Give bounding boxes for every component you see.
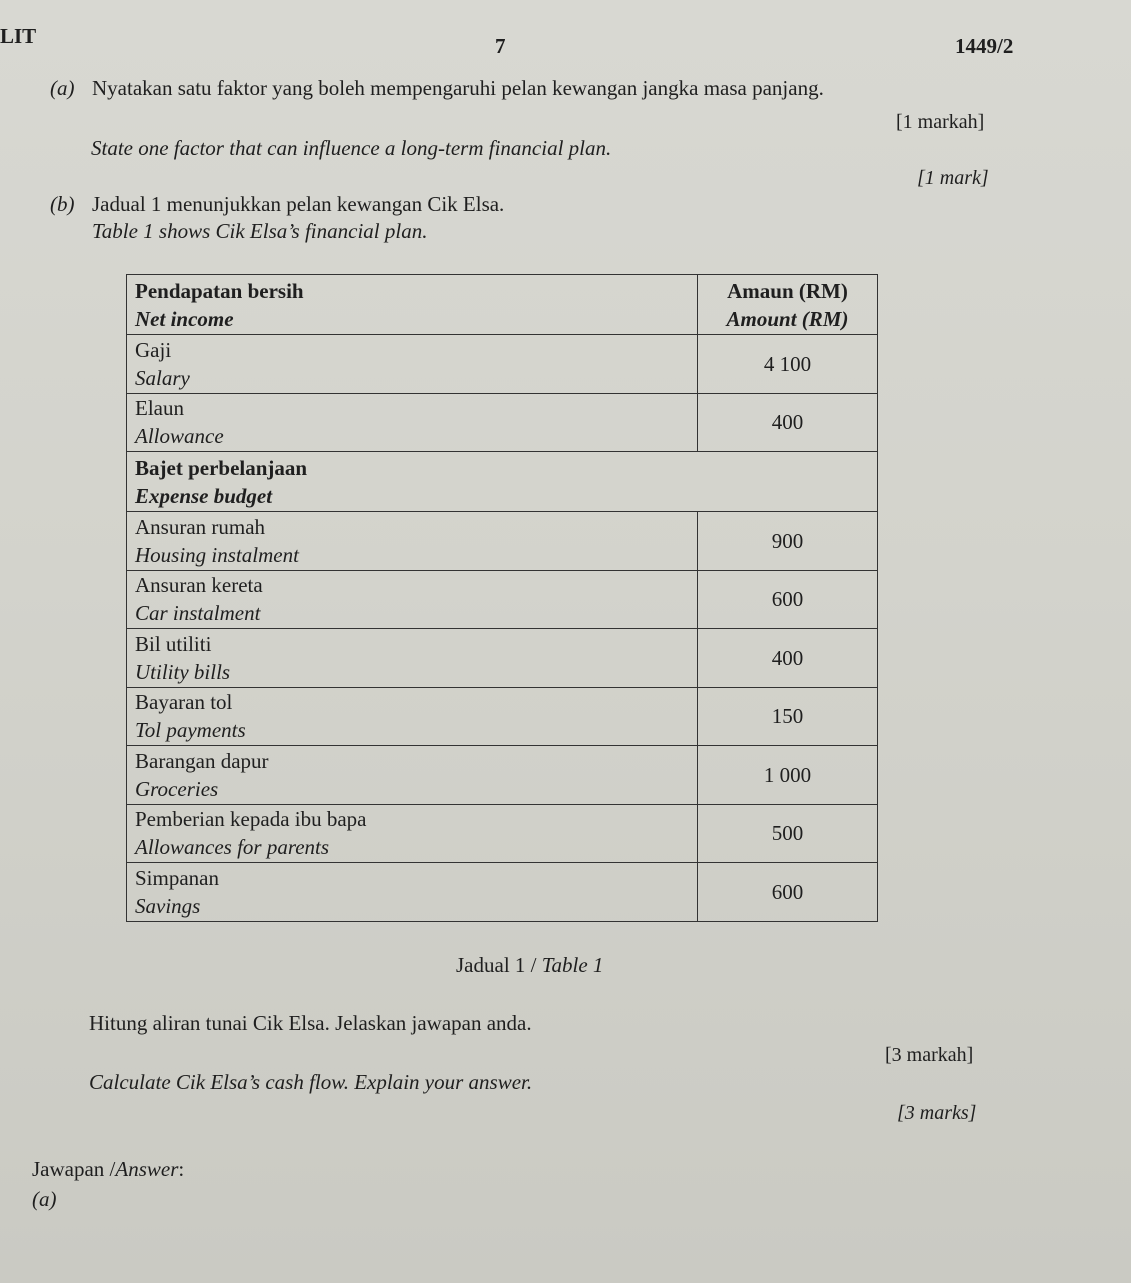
row-desc-en: Car instalment	[135, 601, 261, 626]
row-amount: 4 100	[698, 335, 878, 394]
header-amt-en: Amount (RM)	[726, 306, 849, 331]
row-desc-cell	[127, 335, 698, 394]
row-desc-en: Tol payments	[135, 718, 246, 743]
part-b-label: (b)	[50, 192, 75, 216]
header-amt-cell	[698, 275, 878, 335]
part-a-question-ms: Nyatakan satu faktor yang boleh mempengaruhi pelan kewangan jangka masa panjang.	[92, 76, 824, 100]
table-header-row	[127, 275, 878, 335]
table-row	[127, 804, 878, 863]
part-b-intro-ms: Jadual 1 menunjukkan pelan kewangan Cik Elsa.	[92, 192, 505, 216]
part-b-question-en: Calculate Cik Elsa’s cash flow. Explain your answer.	[89, 1070, 533, 1094]
row-desc-ms: Ansuran rumah	[135, 514, 266, 539]
part-a-question-en: State one factor that can influence a long-term financial plan.	[91, 136, 612, 160]
expense-section-cell	[127, 452, 878, 512]
table-row	[127, 629, 878, 688]
table-row	[127, 687, 878, 746]
answer-colon: :	[178, 1157, 185, 1181]
row-desc-ms: Bayaran tol	[135, 690, 233, 715]
row-desc-ms: Elaun	[135, 396, 184, 421]
row-desc-cell	[127, 570, 698, 629]
answer-label	[32, 1157, 184, 1182]
financial-plan-table	[126, 274, 878, 922]
row-desc-en: Utility bills	[135, 659, 231, 684]
row-amount: 150	[698, 687, 878, 746]
table-caption-en: Table 1	[541, 953, 604, 977]
row-amount: 400	[698, 629, 878, 688]
row-amount: 1 000	[698, 746, 878, 805]
table-row	[127, 863, 878, 922]
row-desc-cell	[127, 629, 698, 688]
row-amount: 400	[698, 393, 878, 452]
row-desc-ms: Ansuran kereta	[135, 573, 263, 598]
row-desc-ms: Simpanan	[135, 865, 219, 890]
table-caption	[456, 953, 603, 978]
row-desc-ms: Bil utiliti	[135, 631, 212, 656]
expense-header-ms: Bajet perbelanjaan	[135, 455, 308, 480]
answer-part-a-label: (a)	[32, 1187, 57, 1211]
part-a-marks-en: [1 mark]	[917, 167, 989, 189]
row-amount: 500	[698, 804, 878, 863]
table-row	[127, 335, 878, 394]
expense-header-en: Expense budget	[135, 483, 273, 508]
row-desc-cell	[127, 393, 698, 452]
part-b-question-ms: Hitung aliran tunai Cik Elsa. Jelaskan jawapan anda.	[89, 1011, 532, 1035]
row-desc-ms: Gaji	[135, 337, 172, 362]
row-desc-en: Allowance	[135, 424, 224, 449]
row-desc-cell	[127, 746, 698, 805]
paper-code: 1449/2	[955, 34, 1014, 58]
row-desc-en: Allowances for parents	[135, 835, 330, 860]
row-amount: 900	[698, 512, 878, 571]
row-desc-en: Housing instalment	[135, 542, 299, 567]
row-desc-en: Salary	[135, 365, 190, 390]
table-row	[127, 393, 878, 452]
part-b-marks-ms: [3 markah]	[885, 1044, 974, 1066]
part-a-label: (a)	[50, 76, 75, 100]
row-amount: 600	[698, 570, 878, 629]
table-caption-ms: Jadual 1 /	[456, 953, 542, 977]
answer-label-en: Answer	[115, 1157, 179, 1181]
part-a-marks-ms: [1 markah]	[896, 111, 985, 133]
page-number: 7	[495, 34, 506, 58]
table-row	[127, 512, 878, 571]
header-left: LIT	[0, 24, 37, 48]
row-desc-cell	[127, 687, 698, 746]
part-b-marks-en: [3 marks]	[897, 1102, 977, 1124]
row-desc-cell	[127, 512, 698, 571]
answer-label-ms: Jawapan /	[32, 1157, 116, 1181]
row-desc-cell	[127, 804, 698, 863]
table-row	[127, 570, 878, 629]
row-desc-ms: Barangan dapur	[135, 748, 269, 773]
row-desc-en: Savings	[135, 893, 201, 918]
header-desc-ms: Pendapatan bersih	[135, 278, 304, 303]
part-b-intro-en: Table 1 shows Cik Elsa’s financial plan.	[92, 219, 428, 243]
header-desc-en: Net income	[135, 306, 234, 331]
expense-section-row	[127, 452, 878, 512]
table-row	[127, 746, 878, 805]
row-desc-cell	[127, 863, 698, 922]
header-desc-cell	[127, 275, 698, 335]
row-amount: 600	[698, 863, 878, 922]
row-desc-ms: Pemberian kepada ibu bapa	[135, 807, 367, 832]
row-desc-en: Groceries	[135, 776, 219, 801]
header-amt-ms: Amaun (RM)	[727, 278, 848, 303]
